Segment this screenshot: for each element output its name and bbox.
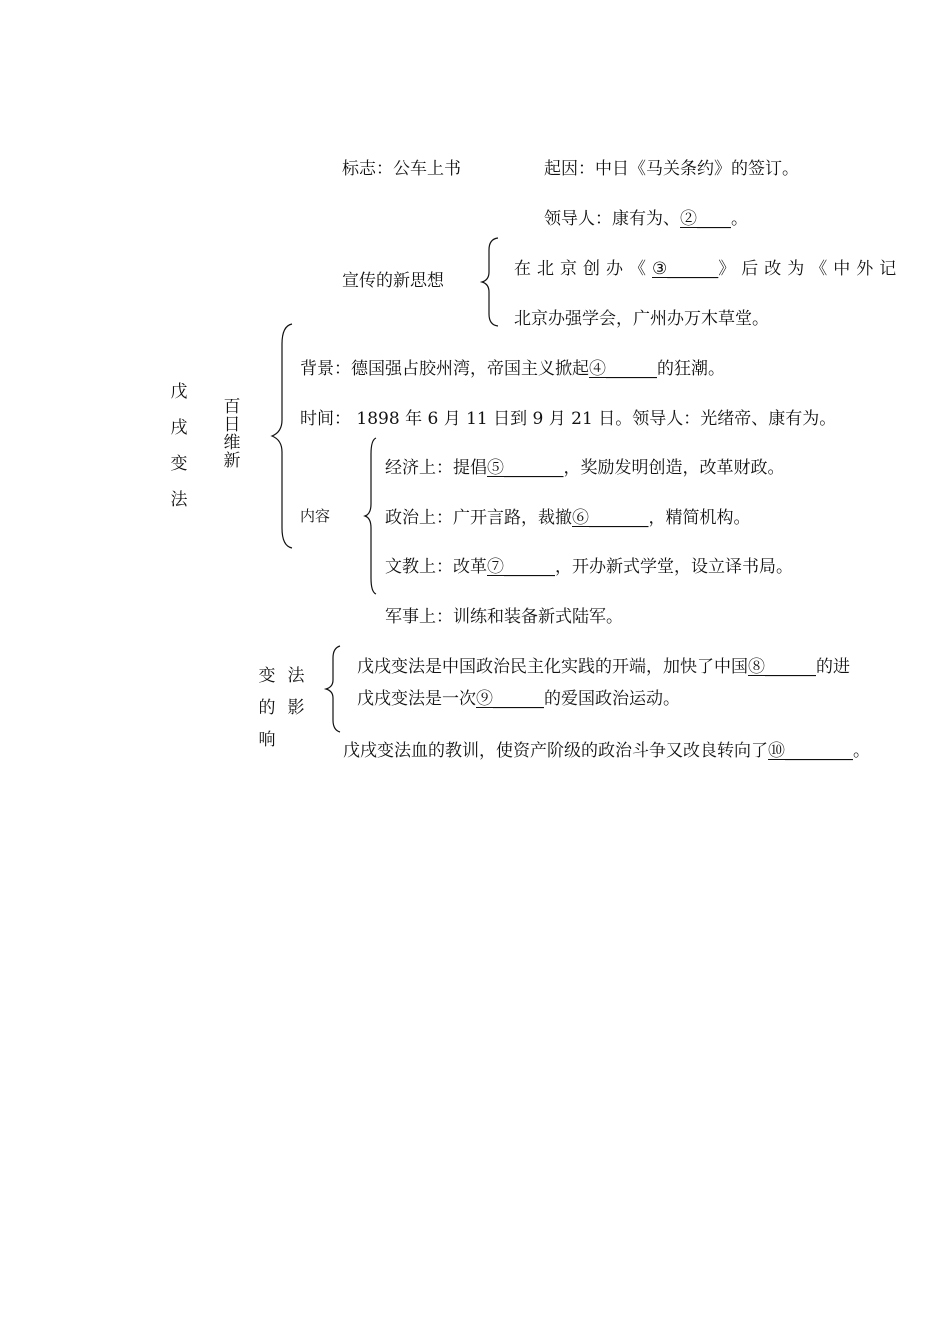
bairi-weixin-title [222, 398, 242, 470]
blank-2: ②____ [680, 209, 731, 229]
wenjiao-line [385, 556, 793, 578]
title-char: 法 [287, 666, 305, 686]
yingxiang-line1-prefix: 戊戌变法是中国政治民主化实践的开端，加快了中国 [357, 657, 748, 677]
shijian-line: 时间： 1898 年 6 月 11 日到 9 月 21 日。领导人：光绪帝、康有为。 [300, 409, 837, 429]
beijing-prefix: 背景：德国强占胶州湾，帝国主义掀起 [300, 359, 589, 379]
yingxiang-line3 [343, 740, 870, 762]
zhengzhi-suffix: ，精简机构。 [648, 508, 751, 528]
jingji-line [385, 457, 785, 479]
biaozhi-text: 标志：公车上书 [342, 159, 461, 179]
zhengzhi-line [385, 507, 751, 529]
blank-3: ③______ [652, 259, 719, 279]
blank-4: ④______ [589, 359, 657, 379]
title-char: 变 [258, 666, 276, 686]
xuanchuan-line1 [514, 258, 902, 280]
xuanchuan-line1-suffix: 》后改为《中外记 [718, 259, 903, 279]
blank-6: ⑥_______ [572, 508, 649, 528]
title-char: 法 [170, 490, 188, 510]
blank-5: ⑤_______ [487, 458, 564, 478]
blank-9: ⑨______ [476, 689, 544, 709]
yingxiang-title-col2 [285, 660, 307, 724]
yingxiang-line2-suffix: 的爱国政治运动。 [544, 689, 680, 709]
yingxiang-line1 [357, 656, 850, 678]
yingxiang-line3-prefix: 戊戌变法血的教训，使资产阶级的政治斗争又改良转向了 [343, 741, 768, 761]
title-char: 百 [223, 397, 241, 417]
bairi-brace [266, 322, 294, 550]
yingxiang-line3-suffix: 。 [853, 741, 870, 761]
blank-7: ⑦______ [487, 557, 555, 577]
lingdaoren-suffix: 。 [731, 209, 748, 229]
xuanchuan-line1-prefix: 在北京创办《 [514, 259, 652, 279]
title-char: 日 [223, 415, 241, 435]
beijing-suffix: 的狂潮。 [657, 359, 725, 379]
title-char: 戊 [170, 382, 188, 402]
jingji-prefix: 经济上：提倡 [385, 458, 487, 478]
qiyin-text: 起因：中日《马关条约》的签订。 [544, 159, 799, 179]
blank-10: ⑩________ [768, 741, 853, 761]
blank-8: ⑧______ [748, 657, 816, 677]
xuanchuan-brace [478, 236, 502, 328]
beijing-line [300, 358, 725, 380]
title-char: 变 [170, 454, 188, 474]
title-char: 影 [287, 698, 305, 718]
yingxiang-line2 [357, 688, 680, 710]
title-char: 维 [223, 433, 241, 453]
zhengzhi-prefix: 政治上：广开言路，裁撤 [385, 508, 572, 528]
junshi-line: 军事上：训练和装备新式陆军。 [385, 607, 623, 627]
lingdaoren-prefix: 领导人：康有为、 [544, 209, 680, 229]
wenjiao-suffix: ，开办新式学堂，设立译书局。 [555, 557, 793, 577]
wenjiao-prefix: 文教上：改革 [385, 557, 487, 577]
title-char: 的 [258, 698, 276, 718]
title-char: 响 [258, 730, 276, 750]
yingxiang-line2-prefix: 戊戌变法是一次 [357, 689, 476, 709]
title-char: 戌 [170, 418, 188, 438]
title-char: 新 [223, 451, 241, 471]
xuanchuan-line2: 北京办强学会，广州办万木草堂。 [514, 309, 769, 329]
jingji-suffix: ，奖励发明创造，改革财政。 [563, 458, 785, 478]
yingxiang-line1-suffix: 的进 [816, 657, 850, 677]
wuxu-bianfa-title [168, 374, 190, 518]
yingxiang-title-col1 [256, 660, 278, 756]
neirong-label: 内容 [300, 507, 331, 525]
lingdaoren-line [544, 208, 748, 230]
neirong-brace [362, 436, 382, 596]
xuanchuan-label: 宣传的新思想 [342, 271, 444, 291]
yingxiang-brace [322, 644, 344, 734]
